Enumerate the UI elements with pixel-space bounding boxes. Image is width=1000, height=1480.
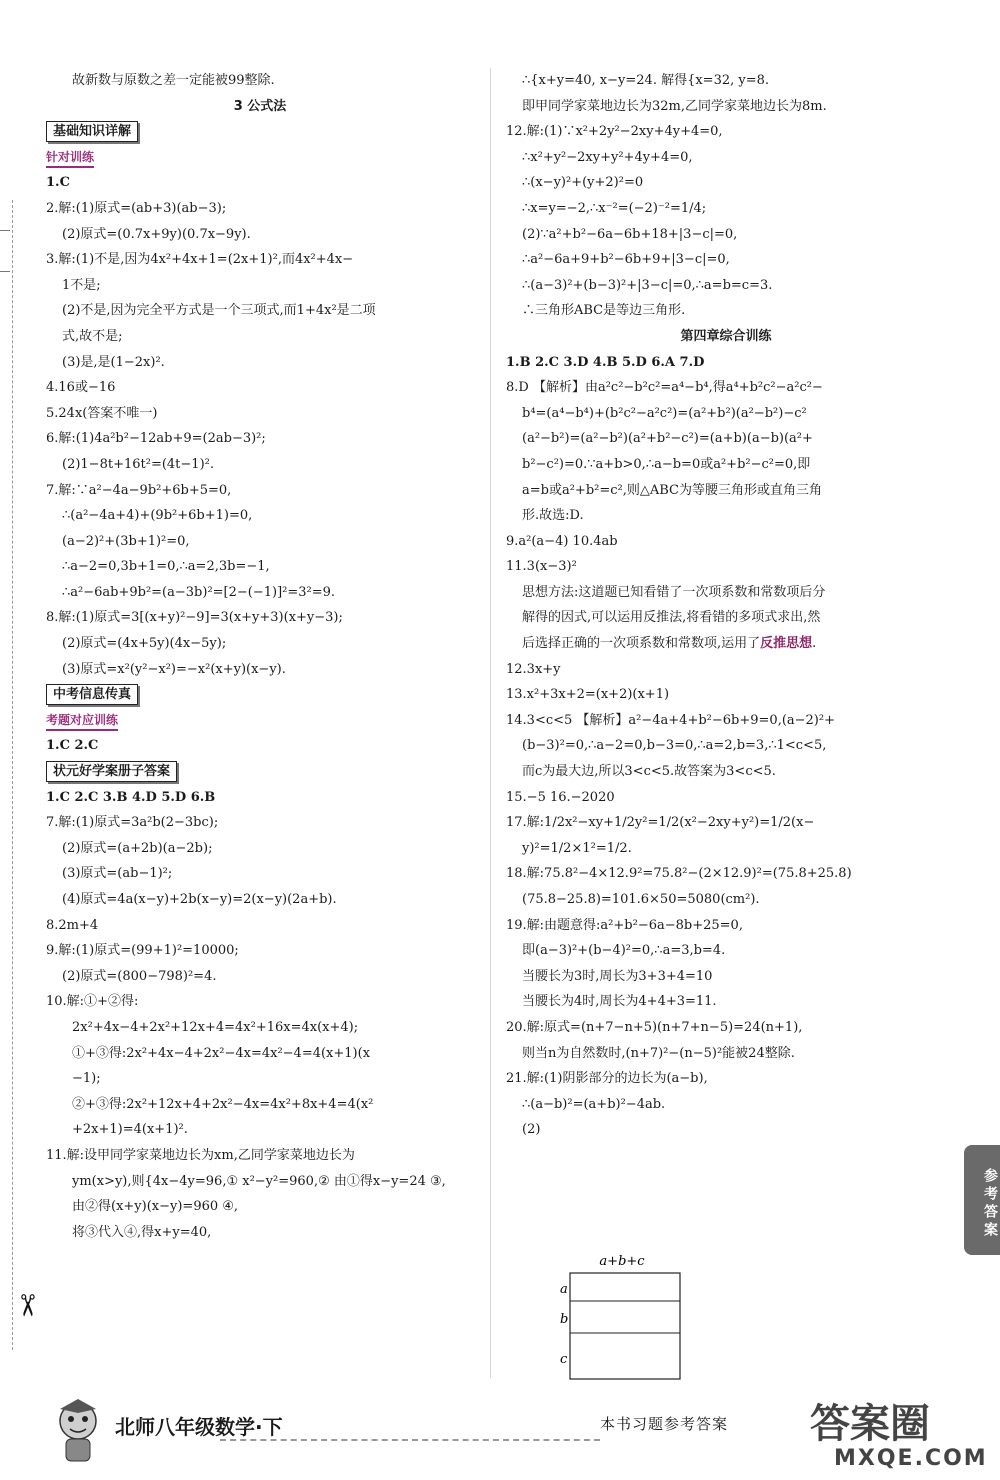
section-heading-label: 状元好学案册子答案	[46, 761, 177, 782]
answer-line: ∴三角形ABC是等边三角形.	[522, 303, 686, 319]
answer-line: 8.2m+4	[46, 917, 99, 933]
right-column	[506, 68, 946, 1143]
answer-line: 20.解:原式=(n+7−n+5)(n+7+n−5)=24(n+1),	[506, 1019, 803, 1035]
cut-line-tab	[0, 230, 10, 272]
section-heading	[46, 682, 474, 708]
highlighted-term: 反推思想	[760, 636, 813, 652]
answer-line: ∴x=y=−2,∴x⁻²=(−2)⁻²=1/4;	[522, 200, 707, 216]
answer-line: 后选择正确的一次项系数和常数项,运用了反推思想.	[522, 636, 817, 652]
answer-line: ∴(x−y)²+(y+2)²=0	[522, 175, 644, 191]
answer-line: 将③代入④,得x+y=40,	[72, 1224, 212, 1240]
answer-line: 3.解:(1)不是,因为4x²+4x+1=(2x+1)²,而4x²+4x−	[46, 252, 354, 268]
answer-line: (2)原式=(4x+5y)(4x−5y);	[62, 636, 227, 652]
watermark-logo	[804, 1397, 994, 1469]
subsection-heading-label: 针对训练	[46, 148, 94, 168]
figure-side-label-b: b	[560, 1312, 569, 1327]
cut-line	[12, 200, 13, 1350]
answer-line: (b−3)²=0,∴a−2=0,b−3=0,∴a=2,b=3,∴1<c<5,	[522, 738, 827, 754]
answer-line: 而c为最大边,所以3<c<5.故答案为3<c<5.	[522, 764, 776, 780]
figure-side-label-c: c	[560, 1352, 568, 1367]
answer-line: 则当n为自然数时,(n+7)²−(n−5)²能被24整除.	[522, 1045, 795, 1061]
answer-line: 7.解:(1)原式=3a²b(2−3bc);	[46, 815, 219, 831]
answer-line: 1不是;	[62, 277, 101, 293]
answer-line: ∴x²+y²−2xy+y²+4y+4=0,	[522, 149, 693, 165]
subsection-heading	[46, 708, 474, 734]
answer-line: 17.解:1/2x²−xy+1/2y²=1/2(x²−2xy+y²)=1/2(x−	[506, 815, 815, 831]
answer-line: (a−2)²+(3b+1)²=0,	[62, 533, 190, 549]
answer-line: 12.3x+y	[506, 661, 561, 677]
answer-line: ∴(a²−4a+4)+(9b²+6b+1)=0,	[62, 508, 253, 524]
answer-line: 形.故选:D.	[522, 508, 584, 524]
answer-line: y)²=1/2×1²=1/2.	[522, 840, 632, 856]
answer-line: 11.3(x−3)²	[506, 559, 577, 575]
answer-line: 18.解:75.8²−4×12.9²=75.8²−(2×12.9)²=(75.8+25.8)	[506, 866, 852, 882]
scissors-icon: ✂	[9, 1292, 45, 1319]
answer-line: 19.解:由题意得:a²+b²−6a−8b+25=0,	[506, 917, 743, 933]
answer-line: ∴(a−b)²=(a+b)²−4ab.	[522, 1096, 666, 1112]
answer-line: 6.解:(1)4a²b²−12ab+9=(2ab−3)²;	[46, 431, 266, 447]
footer-section-label: 本书习题参考答案	[600, 1415, 729, 1433]
answer-line: 14.3<c<5 【解析】a²−4a+4+b²−6b+9=0,(a−2)²+	[506, 712, 835, 728]
answer-line: 1.C 2.C	[46, 738, 99, 754]
answer-line: 解得的因式,可以运用反推法,将看错的多项式求出,然	[522, 610, 821, 626]
page-footer	[0, 1395, 1000, 1475]
answer-line: ym(x>y),则{4x−4y=96,① x²−y²=960,② 由①得x−y=24 ③,	[72, 1173, 446, 1189]
footer-dash-line	[220, 1439, 600, 1441]
answer-line: ∴a−2=0,3b+1=0,∴a=2,3b=−1,	[62, 559, 270, 575]
answer-line: 2x²+4x−4+2x²+12x+4=4x²+16x=4x(x+4);	[72, 1019, 359, 1035]
answer-line: (2)	[522, 1122, 541, 1138]
answer-line: (3)是,是(1−2x)².	[62, 354, 165, 370]
subsection-heading-label: 考题对应训练	[46, 711, 118, 731]
answer-line: 1.C 2.C 3.B 4.D 5.D 6.B	[46, 789, 216, 805]
answer-line: 12.解:(1)∵x²+2y²−2xy+4y+4=0,	[506, 124, 723, 140]
section-heading	[46, 119, 474, 145]
section-heading	[46, 759, 474, 785]
section-heading-label: 基础知识详解	[46, 121, 138, 142]
answer-line: 21.解:(1)阴影部分的边长为(a−b),	[506, 1071, 708, 1087]
answer-line: ∴a²−6ab+9b²=(a−3b)²=[2−(−1)]²=3²=9.	[62, 584, 336, 600]
answer-line: a=b或a²+b²=c²,则△ABC为等腰三角形或直角三角	[522, 482, 822, 498]
answer-line: 故新数与原数之差一定能被99整除.	[72, 73, 275, 88]
answer-line: 13.x²+3x+2=(x+2)(x+1)	[506, 687, 670, 703]
answer-line: (2)1−8t+16t²=(4t−1)².	[62, 456, 214, 472]
figure-side-label-a: a	[560, 1282, 568, 1297]
answer-line: 8.D 【解析】由a²c²−b²c²=a⁴−b⁴,得a⁴+b²c²−a²c²−	[506, 380, 823, 396]
answer-line: 7.解:∵a²−4a−9b²+6b+5=0,	[46, 482, 232, 498]
footer-book-title: 北师八年级数学·下	[115, 1415, 283, 1439]
answer-line: 当腰长为3时,周长为3+3+4=10	[522, 968, 713, 984]
answer-line: b²−c²)=0.∵a+b>0,∴a−b=0或a²+b²−c²=0,即	[522, 456, 811, 472]
answer-line: b⁴=(a⁴−b⁴)+(b²c²−a²c²)=(a²+b²)(a²−b²)−c²	[522, 405, 807, 421]
left-column	[46, 68, 474, 1245]
answer-line: 1.B 2.C 3.D 4.B 5.D 6.A 7.D	[506, 354, 705, 370]
answer-line: 8.解:(1)原式=3[(x+y)²−9]=3(x+y+3)(x+y−3);	[46, 610, 343, 626]
answer-line: ∴a²−6a+9+b²−6b+9+|3−c|=0,	[522, 252, 730, 268]
answer-line: 4.16或−16	[46, 380, 116, 396]
answer-line: (2)原式=(0.7x+9y)(0.7x−9y).	[62, 226, 251, 242]
svg-text:答案圈: 答案圈	[810, 1401, 930, 1447]
answer-line: 9.a²(a−4) 10.4ab	[506, 533, 618, 549]
answer-line: 3 公式法	[233, 98, 287, 114]
mascot-icon	[50, 1399, 106, 1465]
answer-line: ②+③得:2x²+12x+4+2x²−4x=4x²+8x+4=4(x²	[72, 1096, 374, 1112]
answer-line: (2)不是,因为完全平方式是一个三项式,而1+4x²是二项	[62, 303, 376, 319]
answer-line: ∴{x+y=40, x−y=24. 解得{x=32, y=8.	[522, 73, 770, 88]
svg-text:MXQE.COM: MXQE.COM	[834, 1446, 988, 1469]
figure-top-label: a+b+c	[599, 1254, 645, 1269]
answer-line: 5.24x(答案不唯一)	[46, 405, 158, 421]
answer-line: 9.解:(1)原式=(99+1)²=10000;	[46, 943, 239, 959]
answer-line: (3)原式=x²(y²−x²)=−x²(x+y)(x−y).	[62, 661, 286, 677]
answer-line: 即(a−3)²+(b−4)²=0,∴a=3,b=4.	[522, 943, 726, 959]
answer-line: 式,故不是;	[62, 328, 123, 344]
answer-line: (3)原式=(ab−1)²;	[62, 866, 173, 882]
answer-line: 2.解:(1)原式=(ab+3)(ab−3);	[46, 200, 227, 216]
answer-side-tab: 参考答案	[964, 1145, 1000, 1255]
answer-line: 10.解:①+②得:	[46, 994, 139, 1010]
subsection-heading	[46, 145, 474, 171]
column-divider	[490, 68, 491, 1378]
answer-line: 第四章综合训练	[680, 328, 772, 344]
answer-line: ∴(a−3)²+(b−3)²+|3−c|=0,∴a=b=c=3.	[522, 277, 773, 293]
answer-line: +2x+1)=4(x+1)².	[72, 1122, 188, 1138]
answer-line: 由②得(x+y)(x−y)=960 ④,	[72, 1199, 239, 1215]
answer-line: 思想方法:这道题已知看错了一次项系数和常数项后分	[522, 584, 826, 600]
answer-line: 当腰长为4时,周长为4+4+3=11.	[522, 994, 717, 1010]
answer-line: (2)原式=(a+2b)(a−2b);	[62, 840, 213, 856]
answer-line: 15.−5 16.−2020	[506, 789, 615, 805]
answer-line: (75.8−25.8)=101.6×50=5080(cm²).	[522, 892, 760, 907]
answer-line: (a²−b²)=(a²−b²)(a²+b²−c²)=(a+b)(a−b)(a²+	[522, 431, 813, 447]
answer-line: 1.C	[46, 175, 70, 191]
rectangle-figure	[548, 1251, 708, 1381]
answer-line: (2)∵a²+b²−6a−6b+18+|3−c|=0,	[522, 226, 738, 242]
section-heading-label: 中考信息传真	[46, 684, 138, 705]
answer-line: 即甲同学家菜地边长为32m,乙同学家菜地边长为8m.	[522, 98, 827, 114]
answer-line: ①+③得:2x²+4x−4+2x²−4x=4x²−4=4(x+1)(x	[72, 1045, 371, 1061]
answer-line: (2)原式=(800−798)²=4.	[62, 968, 217, 984]
answer-line: (4)原式=4a(x−y)+2b(x−y)=2(x−y)(2a+b).	[62, 892, 337, 907]
answer-line: −1);	[72, 1071, 101, 1087]
answer-line: 11.解:设甲同学家菜地边长为xm,乙同学家菜地边长为	[46, 1147, 355, 1163]
